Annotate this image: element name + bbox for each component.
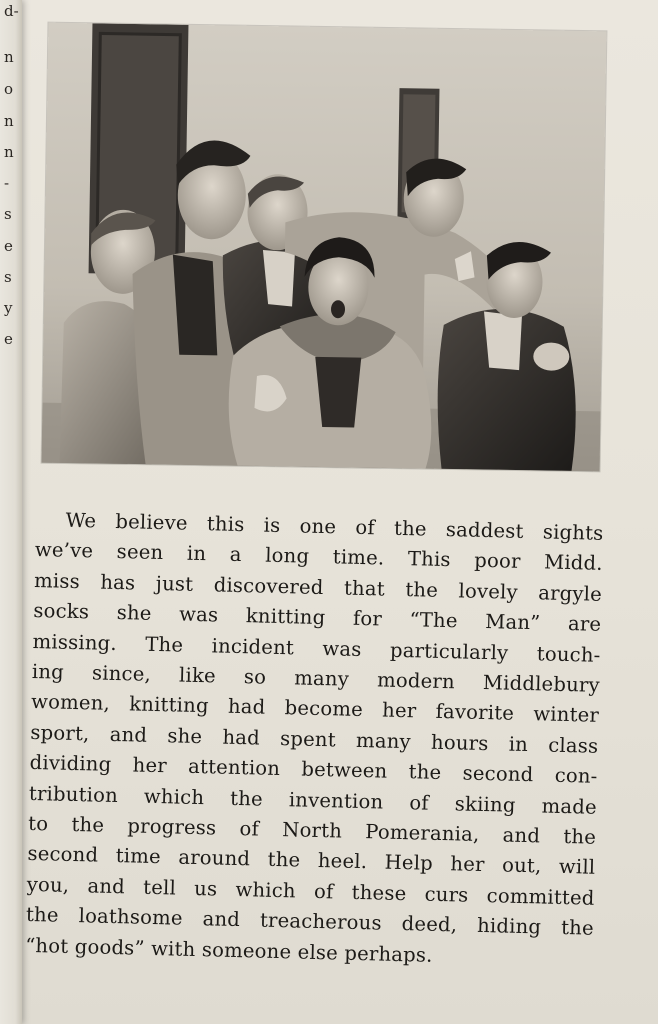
facing-page-fragment: n [4,48,14,66]
caption-line: miss has just discovered that the lovely argyle [33,568,603,606]
caption-line: the loathsome and treacherous deed, hiding the [25,903,595,941]
facing-page-fragment: o [4,80,14,98]
facing-page-fragment: n [4,143,14,161]
facing-page-fragment: n [4,112,14,130]
caption-line: to the progress of North Pomerania, and the [27,811,597,849]
caption-line: socks she was knitting for “The Man” are [33,599,602,637]
photo-illustration [42,23,607,472]
caption-line: tribution which the invention of skiing made [28,781,598,819]
photo-caption [25,505,604,975]
caption-line: second time around the heel. Help her out, will [27,842,596,880]
facing-page-fragment: s [4,268,12,286]
group-photo [42,23,607,472]
caption-line: “hot goods” with someone else perhaps. [24,933,433,967]
facing-page-edge [0,0,22,1024]
facing-page-fragment: d- [4,2,19,20]
caption-line: you, and tell us which of these curs committed [26,872,595,910]
caption-line: women, knitting had become her favorite winter [30,690,600,728]
facing-page-fragment: - [4,174,10,192]
facing-page-fragment: y [4,299,13,317]
caption-line: missing. The incident was particularly touch- [32,629,601,667]
facing-page-fragment: e [4,330,13,348]
caption-line: we’ve seen in a long time. This poor Midd. [34,538,604,576]
caption-line: We believe this is one of the saddest sights [65,508,604,545]
caption-line: sport, and she had spent many hours in class [30,720,599,758]
caption-line: dividing her attention between the second con- [29,751,598,789]
caption-line: ing since, like so many modern Middlebury [31,659,601,697]
facing-page-fragment: e [4,237,13,255]
facing-page-fragment: s [4,205,12,223]
